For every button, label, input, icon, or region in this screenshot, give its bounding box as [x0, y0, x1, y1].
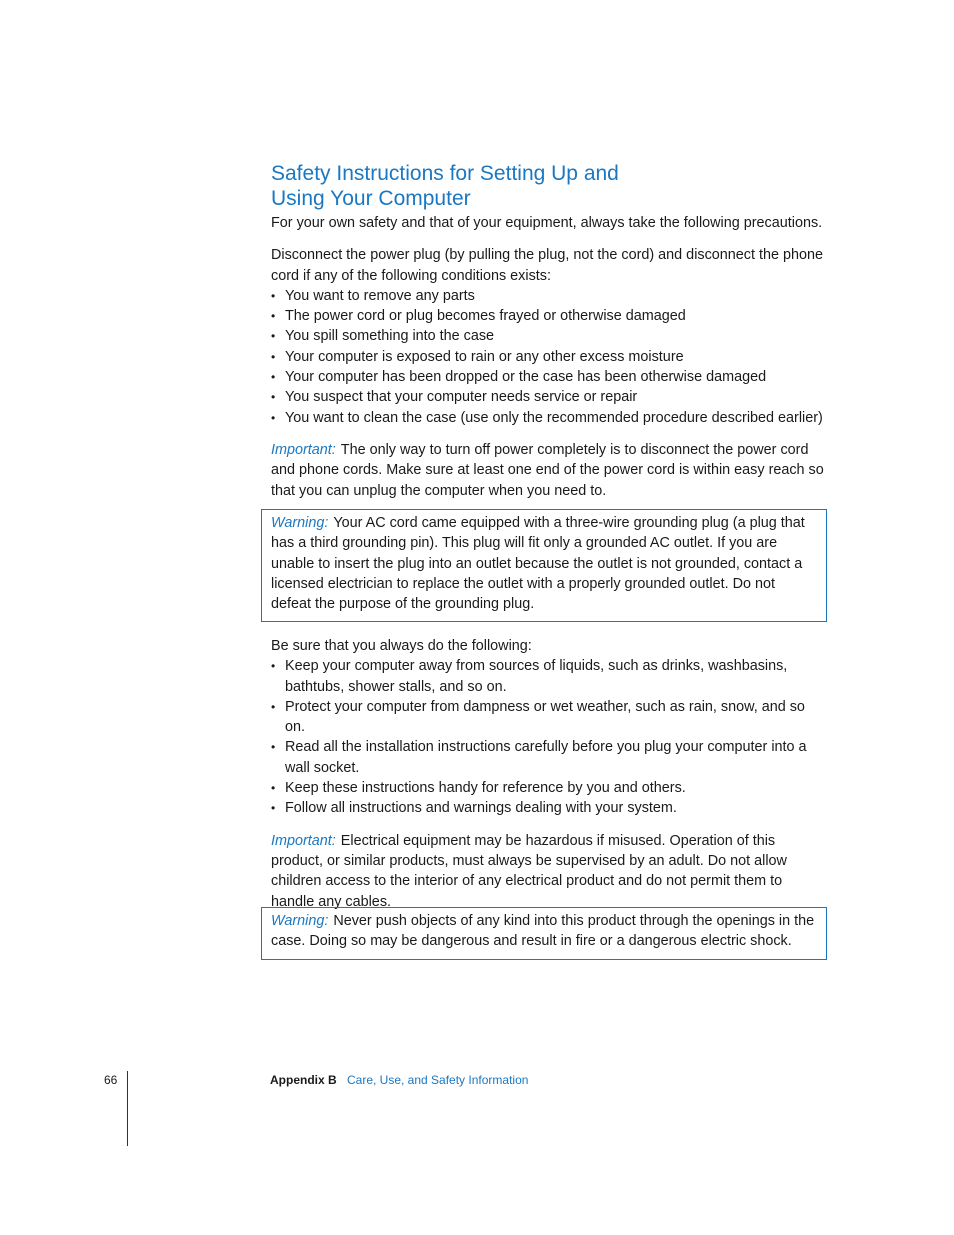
important-text: Electrical equipment may be hazardous if misused. Operation of this product, or similar products, must always be supervised by an adult. Do not allow children access to the interior of any electrical product and do not permit them to handle any cables. [271, 832, 787, 910]
list-item: • Keep these instructions handy for reference by you and others. [271, 778, 827, 798]
footer-chapter-title: Care, Use, and Safety Information [347, 1073, 529, 1087]
list-item: • Your computer has been dropped or the case has been otherwise damaged [271, 367, 827, 387]
warning-box-2 [261, 907, 827, 960]
section-title-line2: Using Your Computer [271, 187, 471, 210]
list-item: • Keep your computer away from sources of liquids, such as drinks, washbasins, bathtubs, shower stalls, and so on. [271, 656, 827, 697]
list-item: • Your computer is exposed to rain or any other excess moisture [271, 347, 827, 367]
warning-label: Warning: [271, 515, 329, 531]
warning-text: Never push objects of any kind into this product through the openings in the case. Doing so may be dangerous and result in fire or a dangerous electric shock. [271, 913, 815, 950]
list-item: • Read all the installation instructions carefully before you plug your computer into a wall socket. [271, 737, 827, 778]
always-paragraph: Be sure that you always do the following: [271, 638, 532, 654]
list-item: • You suspect that your computer needs service or repair [271, 387, 827, 407]
list-item: • You spill something into the case [271, 326, 827, 346]
footer-appendix: Appendix B [270, 1073, 337, 1087]
important-label: Important: [271, 441, 336, 458]
always-list [271, 656, 827, 818]
intro-paragraph: For your own safety and that of your equipment, always take the following precautions. [271, 215, 823, 231]
list-item: • Follow all instructions and warnings dealing with your system. [271, 798, 827, 818]
important-note-2 [271, 831, 827, 912]
warning-label: Warning: [271, 913, 329, 929]
disconnect-paragraph: Disconnect the power plug (by pulling the plug, not the cord) and disconnect the phone cord if any of the following conditions exists: [271, 247, 824, 284]
list-item: • Protect your computer from dampness or wet weather, such as rain, snow, and so on. [271, 697, 827, 738]
important-text: The only way to turn off power completely is to disconnect the power cord and phone cords. Make sure at least one end of the power cord is within easy reach so that you can unplug the computer when you need to. [271, 441, 824, 499]
warning-box-1 [261, 509, 827, 622]
conditions-list [271, 286, 827, 428]
list-item: • The power cord or plug becomes frayed or otherwise damaged [271, 306, 827, 326]
list-item: • You want to clean the case (use only the recommended procedure described earlier) [271, 408, 827, 428]
page-number: 66 [104, 1073, 118, 1087]
section-body-middle [271, 636, 827, 912]
important-note-1 [271, 440, 827, 501]
warning-text: Your AC cord came equipped with a three-wire grounding plug (a plug that has a third grounding pin). This plug will fit only a grounded AC outlet. If you are unable to insert the plug into an outlet because the outlet is not grounded, contact a licensed electrician to replace the outlet with a properly grounded outlet. Do not defeat the purpose of the grounding plug. [271, 515, 805, 613]
section-body-top [271, 213, 827, 501]
important-label: Important: [271, 832, 336, 849]
section-title [271, 161, 831, 211]
list-item: • You want to remove any parts [271, 286, 827, 306]
section-title-line1: Safety Instructions for Setting Up and [271, 162, 619, 185]
footer-divider [127, 1071, 128, 1146]
